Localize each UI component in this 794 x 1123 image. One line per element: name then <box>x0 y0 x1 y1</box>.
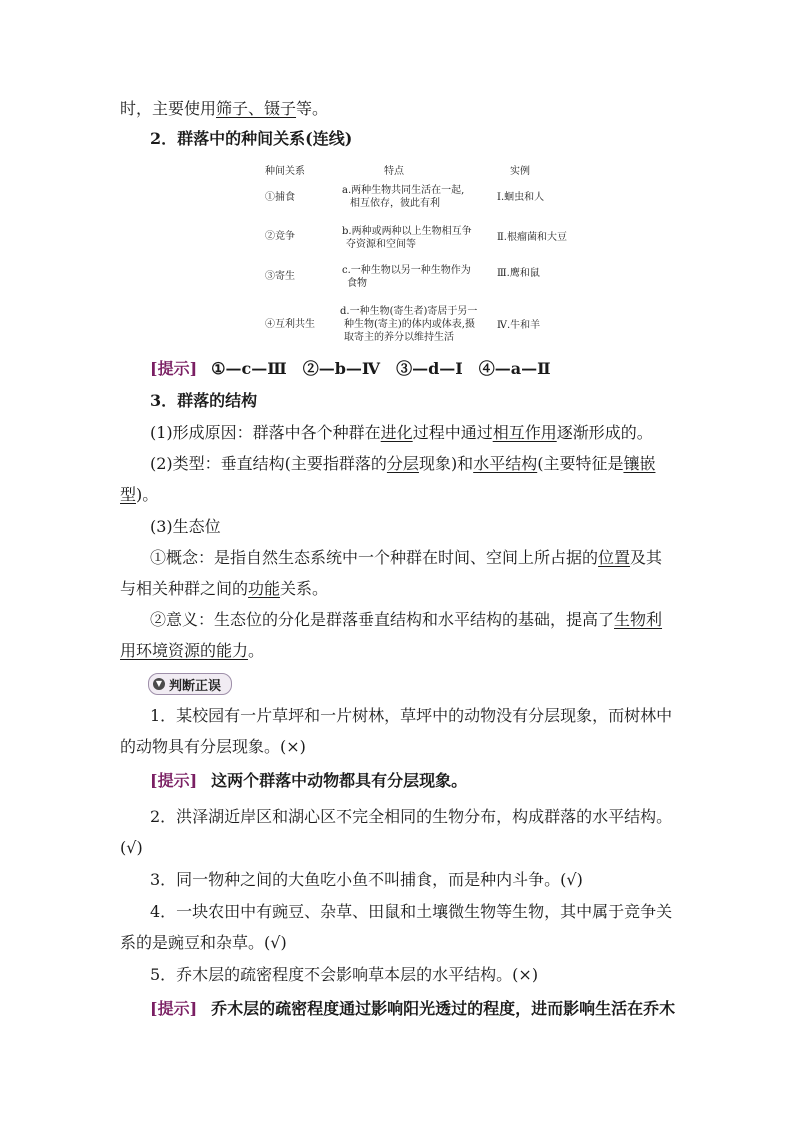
feature-line: 相互依存，彼此有利 <box>350 198 440 209</box>
judge-item: 1．某校园有一片草坪和一片树林，草坪中的动物没有分层现象，而树林中 <box>150 706 673 725</box>
text: (2)类型：垂直结构(主要指群落的 <box>150 454 387 473</box>
text: ①概念：是指自然生态系统中一个种群在时间、空间上所占据的 <box>150 548 599 567</box>
hint-label: [提示] <box>150 359 198 378</box>
example-item: Ⅳ.牛和羊 <box>497 320 541 331</box>
feature-line: a.两种生物共同生活在一起, <box>342 185 465 196</box>
table-header-feature: 特点 <box>384 166 404 177</box>
example-item: Ⅰ.蛔虫和人 <box>497 192 545 203</box>
judge-item-cont: (√) <box>120 838 143 857</box>
example-item: Ⅲ.鹰和鼠 <box>497 268 540 279</box>
paragraph <box>150 422 653 444</box>
hint-line <box>150 998 675 1020</box>
judge-item-cont: 的动物具有分层现象。(×) <box>120 737 306 756</box>
underlined-text: 功能 <box>248 579 281 598</box>
text: 及其 <box>630 548 663 567</box>
text: 过程中通过 <box>412 423 493 442</box>
hint-text: 这两个群落中动物都具有分层现象。 <box>211 771 468 790</box>
paragraph-continued <box>120 484 158 506</box>
feature-line: 取寄主的养分以维持生活 <box>344 332 454 343</box>
underlined-text: 进化 <box>380 423 413 442</box>
text: )。 <box>136 485 159 504</box>
section-2-heading: 2．群落中的种间关系(连线) <box>150 129 353 148</box>
underlined-text: 生物利 <box>614 610 663 629</box>
text: ②意义：生态位的分化是群落垂直结构和水平结构的基础，提高了 <box>150 610 615 629</box>
text: 。 <box>248 641 265 660</box>
paragraph-continued <box>120 640 264 662</box>
relation-item: ①捕食 <box>265 192 295 203</box>
badge-label: 判断正误 <box>169 678 222 694</box>
feature-line: 夺资源和空间等 <box>346 239 416 250</box>
hint-line <box>150 770 467 792</box>
paragraph-continued <box>120 578 328 600</box>
paragraph <box>150 609 662 631</box>
paragraph <box>150 453 655 475</box>
hint-answer: ①—c—Ⅲ ②—b—Ⅳ ③—d—Ⅰ ④—a—Ⅱ <box>211 359 551 378</box>
judge-item-cont: 系的是豌豆和杂草。(√) <box>120 933 287 952</box>
text: (1)形成原因：群落中各个种群在 <box>150 423 381 442</box>
underlined-text: 用环境资源的能力 <box>120 641 249 660</box>
judge-item: 2．洪泽湖近岸区和湖心区不完全相同的生物分布，构成群落的水平结构。 <box>150 807 673 826</box>
table-header-relation: 种间关系 <box>265 166 305 177</box>
hint-label: [提示] <box>150 999 198 1018</box>
underlined-text: 分层 <box>386 454 419 473</box>
underlined-text: 水平结构 <box>473 454 538 473</box>
intro-line <box>120 98 328 120</box>
relation-item: ③寄生 <box>265 271 295 282</box>
intro-text-end: 等。 <box>296 99 329 118</box>
text: 现象)和 <box>418 454 474 473</box>
example-item: Ⅱ.根瘤菌和大豆 <box>497 232 567 243</box>
relation-item: ②竞争 <box>265 231 295 242</box>
intro-text: 时，主要使用 <box>120 99 217 118</box>
table-header-example: 实例 <box>510 166 530 177</box>
judge-badge <box>148 673 232 695</box>
text: 关系。 <box>280 579 329 598</box>
underlined-text: 镶嵌 <box>623 454 656 473</box>
judge-item: 5．乔木层的疏密程度不会影响草本层的水平结构。(×) <box>150 965 539 984</box>
feature-line: b.两种或两种以上生物相互争 <box>342 226 472 237</box>
judge-item: 4．一块农田中有豌豆、杂草、田鼠和土壤微生物等生物，其中属于竞争关 <box>150 902 673 921</box>
feature-line: 食物 <box>347 278 367 289</box>
hint-line <box>150 358 551 380</box>
underlined-text: 型 <box>120 485 137 504</box>
feature-line: d.一种生物(寄生者)寄居于另一 <box>340 306 478 317</box>
subheading-niche: (3)生态位 <box>150 517 221 536</box>
underlined-text: 相互作用 <box>492 423 557 442</box>
section-3-heading: 3．群落的结构 <box>150 391 258 410</box>
text: 与相关种群之间的 <box>120 579 249 598</box>
hint-label: [提示] <box>150 771 198 790</box>
feature-line: 种生物(寄主)的体内或体表,摄 <box>344 319 475 330</box>
hint-text: 乔木层的疏密程度通过影响阳光透过的程度，进而影响生活在乔木 <box>211 999 676 1018</box>
relation-item: ④互利共生 <box>265 319 315 330</box>
judge-item: 3．同一物种之间的大鱼吃小鱼不叫捕食，而是种内斗争。(√) <box>150 870 583 889</box>
underlined-text: 位置 <box>598 548 631 567</box>
text: (主要特征是 <box>537 454 624 473</box>
paragraph <box>150 547 662 569</box>
intro-underlined: 筛子、镊子 <box>216 99 297 118</box>
chevron-down-icon: ▼ <box>153 678 165 690</box>
text: 逐渐形成的。 <box>556 423 653 442</box>
feature-line: c.一种生物以另一种生物作为 <box>342 265 471 276</box>
